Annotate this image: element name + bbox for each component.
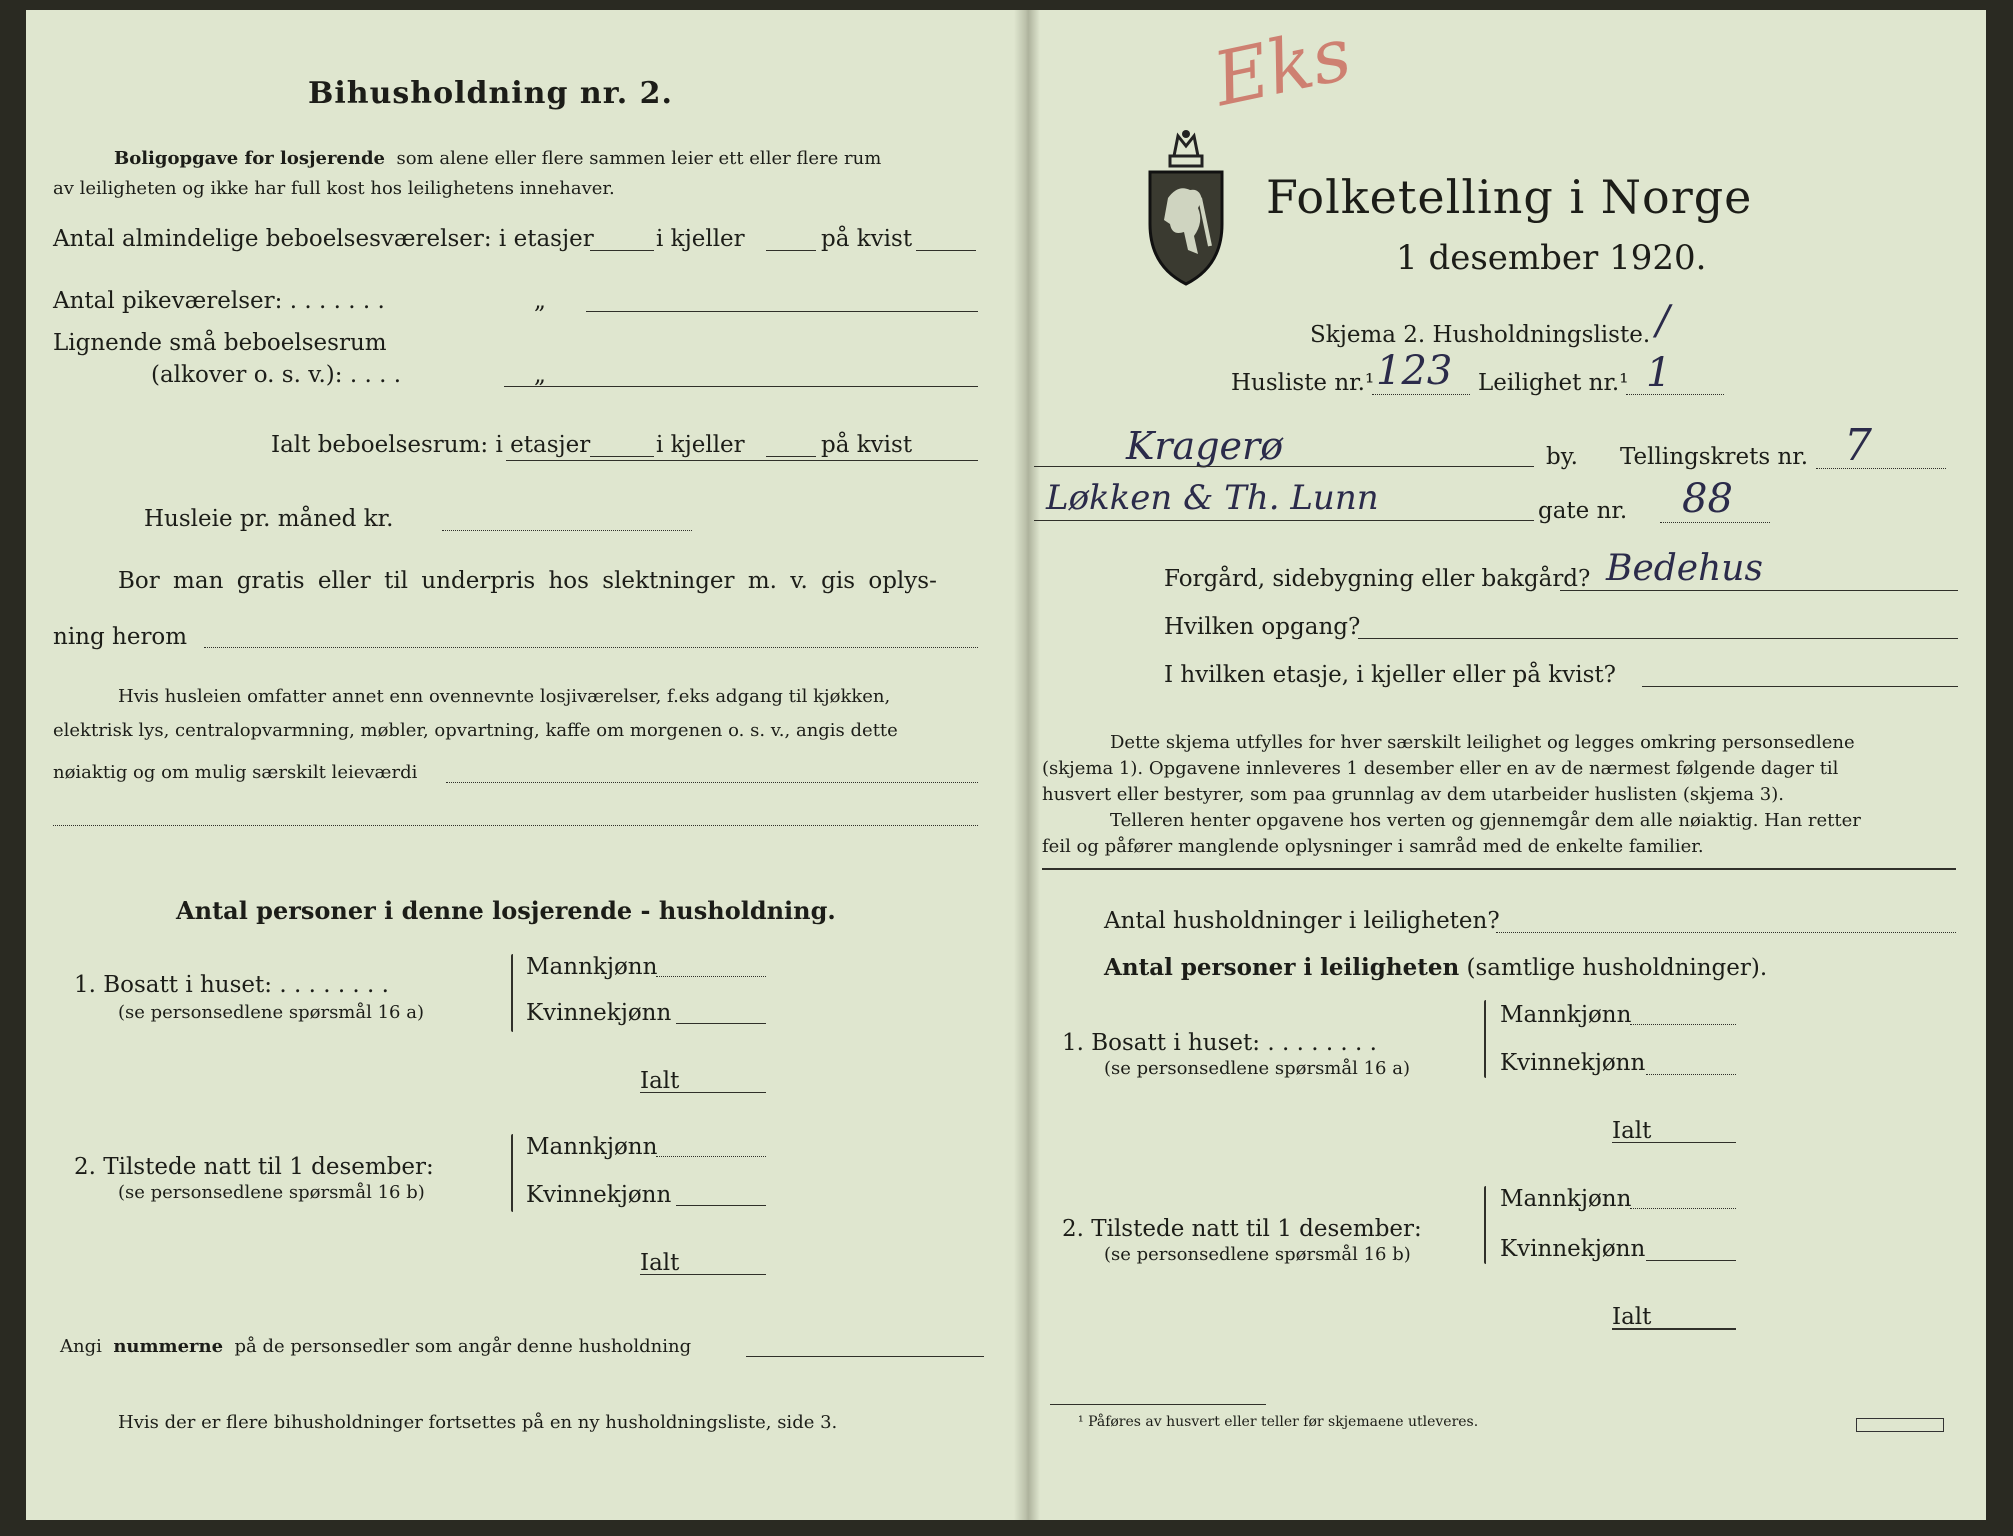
schema-mark: / <box>1656 298 1670 344</box>
free-label-1: Bor man gratis eller til underpris hos slektninger m. v. gis oplys- <box>118 568 937 594</box>
left-q2-male-label: Mannkjønn <box>526 1134 658 1160</box>
right-q1-male-label: Mannkjønn <box>1500 1002 1632 1028</box>
free-label-2: ning herom <box>53 624 188 650</box>
maid-rooms-label: Antal pikeværelser: . . . . . . . <box>53 288 385 314</box>
norwegian-lion-crest-icon <box>1144 128 1228 288</box>
info-line-4: Telleren henter opgavene hos verten og gjennemgår dem alle nøiaktig. Han retter <box>1110 810 1861 831</box>
extra-text-1: Hvis husleien omfatter annet enn ovennevnte losjiværelser, f.eks adgang til kjøkken, <box>118 686 891 707</box>
apartment-label: Leilighet nr.¹ <box>1478 370 1629 396</box>
left-q2-sub: (se personsedlene spørsmål 16 b) <box>118 1182 425 1203</box>
left-q1-female-field[interactable] <box>676 1023 766 1024</box>
extra-text-2: elektrisk lys, centralopvarmning, møbler, opvartning, kaffe om morgenen o. s. v., angis dette <box>53 720 898 741</box>
extra-field-2[interactable] <box>53 825 978 826</box>
left-q1-sub: (se personsedlene spørsmål 16 a) <box>118 1002 424 1023</box>
left-q1-total-label: Ialt <box>640 1068 680 1094</box>
street-number-field[interactable] <box>1660 522 1770 523</box>
schema-label: Skjema 2. Husholdningsliste. <box>1310 322 1651 348</box>
households-field[interactable] <box>1496 932 1956 933</box>
floor-label: I hvilken etasje, i kjeller eller på kvist? <box>1164 662 1616 688</box>
footnote-text: ¹ Påføres av husvert eller teller før skjemaene utleveres. <box>1078 1414 1479 1430</box>
rent-field[interactable] <box>442 530 692 531</box>
census-form-sheet <box>26 10 1986 1520</box>
courtyard-field[interactable] <box>1560 590 1958 591</box>
house-list-label: Husliste nr.¹ <box>1231 370 1375 396</box>
info-divider <box>1042 868 1956 870</box>
households-label: Antal husholdninger i leiligheten? <box>1104 908 1500 934</box>
left-q2-label: 2. Tilstede natt til 1 desember: <box>74 1154 434 1180</box>
left-q2-total-field[interactable] <box>640 1274 766 1275</box>
left-q1-brace <box>511 954 513 1032</box>
right-q2-sub: (se personsedlene spørsmål 16 b) <box>1104 1244 1411 1265</box>
rooms-label: Antal almindelige beboelsesværelser: i etasjer <box>53 226 594 252</box>
left-q2-female-label: Kvinnekjønn <box>526 1182 672 1208</box>
extra-text-3: nøiaktig og om mulig særskilt leieværdi <box>53 762 418 783</box>
right-q2-brace <box>1484 1186 1486 1264</box>
info-line-5: feil og påfører manglende oplysninger i samråd med de enkelte familier. <box>1042 836 1704 857</box>
red-stamp-text: Eks <box>1206 10 1359 124</box>
rooms-attic-field[interactable] <box>916 250 976 251</box>
left-q2-brace <box>511 1134 513 1212</box>
right-q2-male-label: Mannkjønn <box>1500 1186 1632 1212</box>
info-line-1: Dette skjema utfylles for hver særskilt leilighet og legges omkring personsedlene <box>1110 732 1855 753</box>
info-line-3: husvert eller bestyrer, som paa grunnlag av dem utarbeider huslisten (skjema 3). <box>1042 784 1784 805</box>
right-q1-sub: (se personsedlene spørsmål 16 a) <box>1104 1058 1410 1079</box>
district-field[interactable] <box>1816 468 1946 469</box>
intro-line-2: av leiligheten og ikke har full kost hos leilighetens innehaver. <box>53 178 615 199</box>
right-q1-total-label: Ialt <box>1612 1118 1652 1144</box>
page-fold <box>1014 10 1040 1520</box>
apartment-field[interactable] <box>1626 394 1724 395</box>
printer-mark <box>1856 1418 1944 1432</box>
city-field[interactable] <box>1034 466 1534 467</box>
rooms-etasjer-field[interactable] <box>590 250 654 251</box>
free-field[interactable] <box>204 647 978 648</box>
right-q2-total-field[interactable] <box>1612 1328 1736 1330</box>
street-value: Løkken & Th. Lunn <box>1046 478 1379 518</box>
right-q2-female-field[interactable] <box>1646 1260 1736 1261</box>
right-title: Folketelling i Norge <box>1266 170 1753 224</box>
left-q2-total-label: Ialt <box>640 1250 680 1276</box>
left-q1-male-label: Mannkjønn <box>526 954 658 980</box>
apartment-value: 1 <box>1646 350 1672 396</box>
left-q2-male-field[interactable] <box>656 1156 766 1157</box>
left-footer-note: Hvis der er flere bihusholdninger fortsettes på en ny husholdningsliste, side 3. <box>118 1412 838 1433</box>
similar-rooms-label-2: (alkover o. s. v.): . . . . <box>151 362 402 388</box>
right-q1-female-label: Kvinnekjønn <box>1500 1050 1646 1076</box>
right-date: 1 desember 1920. <box>1396 238 1707 278</box>
left-q1-female-label: Kvinnekjønn <box>526 1000 672 1026</box>
info-line-2: (skjema 1). Opgavene innleveres 1 desember eller en av de nærmest følgende dager til <box>1042 758 1839 779</box>
similar-rooms-label-1: Lignende små beboelsesrum <box>53 330 387 356</box>
right-q1-brace <box>1484 1000 1486 1078</box>
right-q2-label: 2. Tilstede natt til 1 desember: <box>1062 1216 1422 1242</box>
street-field[interactable] <box>1034 520 1534 521</box>
floor-field[interactable] <box>1642 686 1958 687</box>
house-list-field[interactable] <box>1372 394 1470 395</box>
courtyard-value: Bedehus <box>1606 548 1763 589</box>
total-cellar-label: i kjeller <box>656 432 745 458</box>
house-list-value: 123 <box>1376 348 1453 394</box>
total-rooms-label: Ialt beboelsesrum: i etasjer <box>271 432 591 458</box>
total-attic-label: på kvist <box>821 432 913 458</box>
left-q1-male-field[interactable] <box>656 976 766 977</box>
left-persons-heading: Antal personer i denne losjerende - husholdning. <box>176 896 836 925</box>
total-etasjer-field[interactable] <box>590 456 654 457</box>
left-title: Bihusholdning nr. 2. <box>308 76 673 111</box>
rooms-cellar-field[interactable] <box>766 250 816 251</box>
right-q1-female-field[interactable] <box>1646 1074 1736 1075</box>
similar-quote-mark: „ <box>534 362 546 388</box>
street-suffix: gate nr. <box>1538 498 1628 524</box>
rooms-cellar-label: i kjeller <box>656 226 745 252</box>
similar-rooms-field[interactable] <box>504 386 978 387</box>
courtyard-label: Forgård, sidebygning eller bakgård? <box>1164 566 1591 592</box>
right-persons-heading: Antal personer i leiligheten (samtlige husholdninger). <box>1104 954 1768 981</box>
district-label: Tellingskrets nr. <box>1620 444 1809 470</box>
rooms-attic-label: på kvist <box>821 226 913 252</box>
city-value: Kragerø <box>1126 424 1284 468</box>
maid-rooms-field[interactable] <box>586 311 978 312</box>
maid-quote-mark: „ <box>534 288 546 314</box>
right-q2-total-label: Ialt <box>1612 1304 1652 1330</box>
numbers-field[interactable] <box>746 1356 984 1357</box>
right-q1-male-field[interactable] <box>1630 1024 1736 1025</box>
right-q1-total-field[interactable] <box>1612 1142 1736 1143</box>
total-rooms-underline <box>506 460 978 461</box>
left-q1-total-field[interactable] <box>640 1092 766 1093</box>
total-cellar-field[interactable] <box>766 456 816 457</box>
intro-line-1: Boligopgave for losjerende som alene eller flere sammen leier ett eller flere rum <box>114 148 882 169</box>
left-q1-label: 1. Bosatt i huset: . . . . . . . . <box>74 972 389 998</box>
right-q2-male-field[interactable] <box>1630 1208 1736 1209</box>
footnote-divider <box>1050 1404 1266 1405</box>
city-suffix: by. <box>1546 444 1578 470</box>
right-q2-female-label: Kvinnekjønn <box>1500 1236 1646 1262</box>
street-number-value: 88 <box>1682 476 1733 522</box>
numbers-label: Angi nummerne på de personsedler som angår denne husholdning <box>60 1336 692 1357</box>
entrance-label: Hvilken opgang? <box>1164 614 1361 640</box>
left-q2-female-field[interactable] <box>676 1205 766 1206</box>
extra-field-1[interactable] <box>446 782 978 783</box>
right-q1-label: 1. Bosatt i huset: . . . . . . . . <box>1062 1030 1377 1056</box>
district-value: 7 <box>1844 420 1872 471</box>
entrance-field[interactable] <box>1358 638 1958 639</box>
rent-label: Husleie pr. måned kr. <box>144 506 394 532</box>
